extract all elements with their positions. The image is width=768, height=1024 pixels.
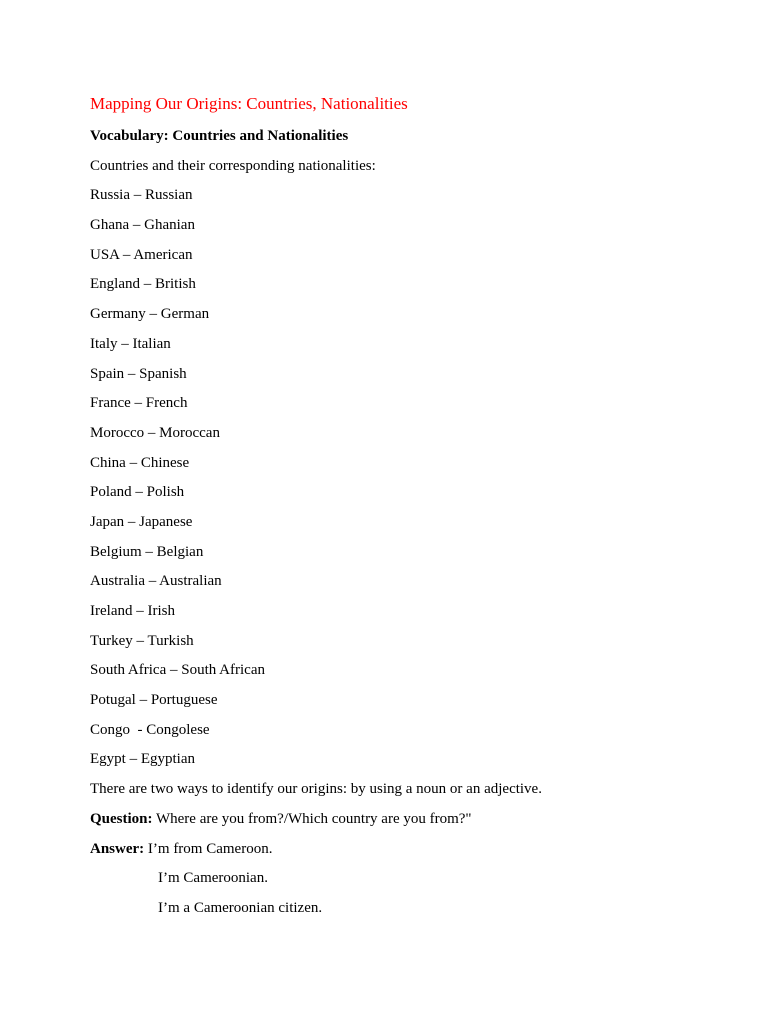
explanation-text: There are two ways to identify our origins: by using a noun or an adjective. <box>90 781 542 798</box>
question-text: Where are you from?/Which country are you from?" <box>152 810 472 827</box>
list-item: Congo - Congolese <box>90 721 210 738</box>
document-page <box>90 92 710 924</box>
list-item: Poland – Polish <box>90 484 185 501</box>
list-item: Australia – Australian <box>90 573 222 590</box>
answer-text: I’m from Cameroon. <box>144 840 273 857</box>
question-line <box>90 805 710 835</box>
answer-line <box>90 835 710 865</box>
list-item: Turkey – Turkish <box>90 632 194 649</box>
list-item: Japan – Japanese <box>90 513 193 530</box>
list-item: England – British <box>90 276 196 293</box>
country-nationality-list <box>90 181 710 775</box>
list-item: Spain – Spanish <box>90 365 187 382</box>
list-item: Ireland – Irish <box>90 603 175 619</box>
list-item: South Africa – South African <box>90 662 265 679</box>
list-item: Russia – Russian <box>90 187 193 204</box>
answer-alternative: I’m a Cameroonian citizen. <box>158 899 323 916</box>
answer-label: Answer: <box>90 840 145 857</box>
list-item: China – Chinese <box>90 454 190 471</box>
answer-alternative: I’m Cameroonian. <box>158 870 268 887</box>
list-item: Germany – German <box>90 306 210 323</box>
list-item: USA – American <box>90 246 193 263</box>
list-item: Belgium – Belgian <box>90 543 204 560</box>
list-item: Egypt – Egyptian <box>90 751 195 768</box>
list-item: Ghana – Ghanian <box>90 217 195 234</box>
intro-text: Countries and their corresponding nationalities: <box>90 157 376 174</box>
section-heading: Vocabulary: Countries and Nationalities <box>90 128 349 144</box>
document-title: Mapping Our Origins: Countries, Nationalities <box>90 94 408 113</box>
question-label: Question: <box>90 810 153 827</box>
list-item: Potugal – Portuguese <box>90 692 218 709</box>
list-item: Morocco – Moroccan <box>90 424 220 441</box>
list-item: France – French <box>90 395 188 412</box>
list-item: Italy – Italian <box>90 335 171 352</box>
